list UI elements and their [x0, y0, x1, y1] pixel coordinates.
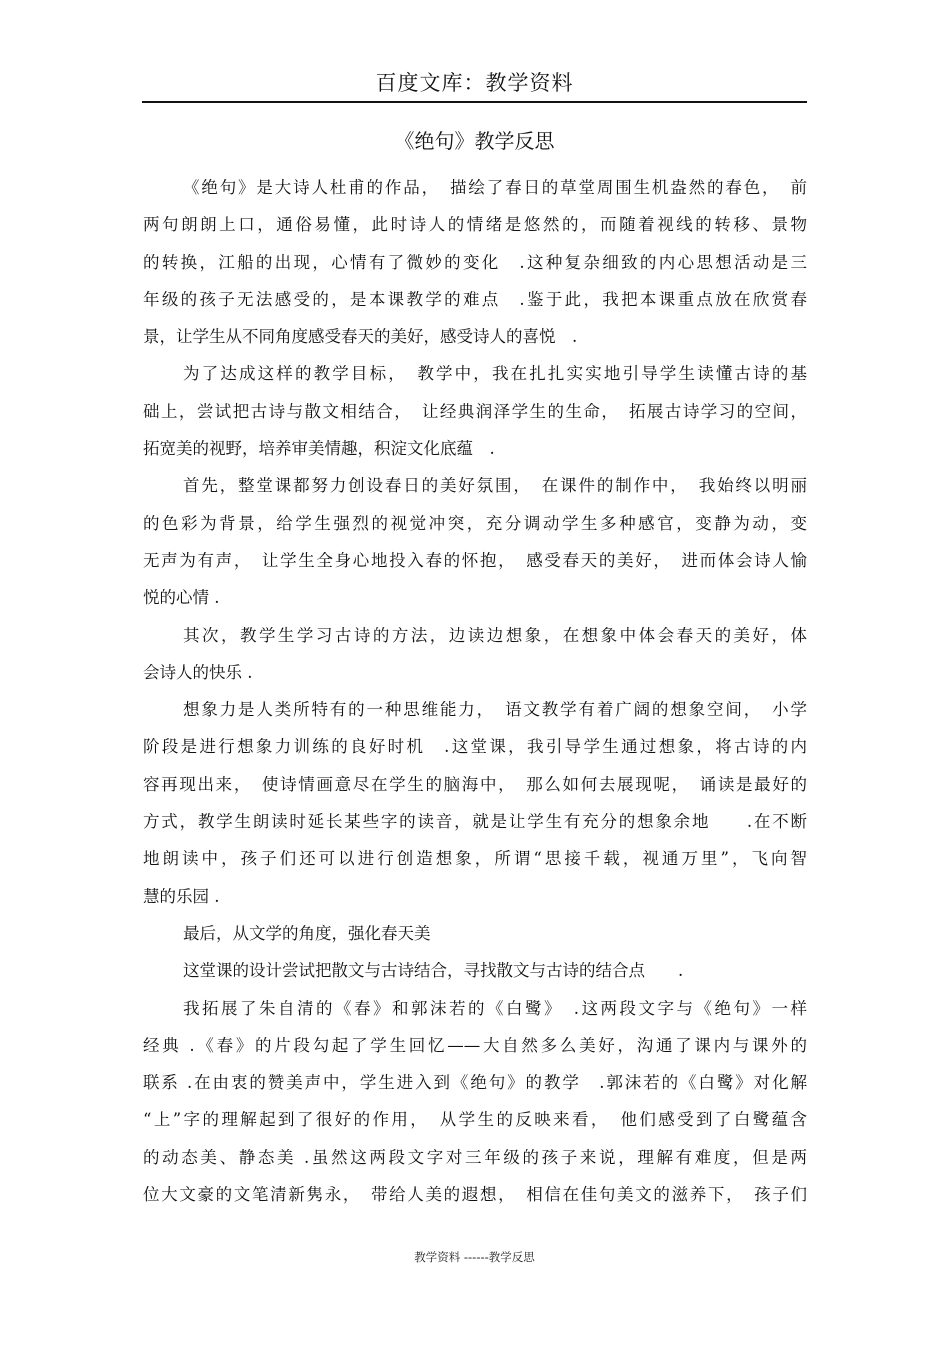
body-line: 础上，尝试把古诗与散文相结合， 让经典润泽学生的生命， 拓展古诗学习的空间， — [143, 401, 807, 421]
header-divider — [142, 101, 807, 103]
body-line: 我拓展了朱自清的《春》和郭沫若的《白鹭》 .这两段文字与《绝句》一样 — [183, 998, 807, 1018]
body-line: 经典 .《春》的片段勾起了学生回忆——大自然多么美好，沟通了课内与课外的 — [143, 1035, 807, 1055]
document-body — [143, 169, 807, 1213]
body-line: 慧的乐园 . — [143, 886, 220, 906]
body-line: 两句朗朗上口，通俗易懂，此时诗人的情绪是悠然的，而随着视线的转移、景物 — [143, 215, 807, 235]
body-line: 阶段是进行想象力训练的良好时机 .这堂课，我引导学生通过想象，将古诗的内 — [143, 737, 807, 757]
body-line: 的动态美、静态美 .虽然这两段文字对三年级的孩子来说，理解有难度，但是两 — [143, 1147, 807, 1167]
body-line: 这堂课的设计尝试把散文与古诗结合，寻找散文与古诗的结合点 . — [183, 961, 684, 981]
body-line: 悦的心情 . — [143, 588, 220, 608]
body-line: 其次，教学生学习古诗的方法，边读边想象，在想象中体会春天的美好，体 — [183, 625, 807, 645]
body-line: 容再现出来， 使诗情画意尽在学生的脑海中， 那么如何去展现呢， 诵读是最好的 — [143, 774, 807, 794]
body-line: 会诗人的快乐 . — [143, 662, 253, 682]
body-line: 年级的孩子无法感受的，是本课教学的难点 .鉴于此，我把本课重点放在欣赏春 — [143, 289, 807, 309]
page-header-title: 百度文库：教学资料 — [375, 71, 574, 95]
body-line: 最后，从文学的角度，强化春天美 — [183, 923, 431, 943]
body-line: 景，让学生从不同角度感受春天的美好，感受诗人的喜悦 . — [143, 327, 578, 347]
body-line: 地朗读中，孩子们还可以进行创造想象，所谓“思接千载，视通万里”，飞向智 — [143, 849, 807, 869]
body-line: “上”字的理解起到了很好的作用， 从学生的反映来看， 他们感受到了白鹭蕴含 — [143, 1110, 807, 1130]
document-title: 《绝句》教学反思 — [394, 129, 555, 153]
body-line: 无声为有声， 让学生全身心地投入春的怀抱， 感受春天的美好， 进而体会诗人愉 — [143, 550, 807, 570]
page-footer: 教学资料 ------教学反思 — [414, 1250, 535, 1264]
body-line: 为了达成这样的教学目标， 教学中，我在扎扎实实地引导学生读懂古诗的基 — [183, 364, 807, 384]
body-line: 首先，整堂课都努力创设春日的美好氛围， 在课件的制作中， 我始终以明丽 — [183, 476, 807, 496]
body-line: 方式，教学生朗读时延长某些字的读音，就是让学生有充分的想象余地 .在不断 — [143, 812, 807, 832]
body-line: 的转换，江船的出现，心情有了微妙的变化 .这种复杂细致的内心思想活动是三 — [143, 252, 807, 272]
body-line: 位大文豪的文笔清新隽永， 带给人美的遐想， 相信在佳句美文的滋养下， 孩子们 — [143, 1185, 807, 1205]
body-line: 拓宽美的视野，培养审美情趣，积淀文化底蕴 . — [143, 439, 495, 459]
body-line: 想象力是人类所特有的一种思维能力， 语文教学有着广阔的想象空间， 小学 — [183, 700, 807, 720]
body-line: 《绝句》是大诗人杜甫的作品， 描绘了春日的草堂周围生机盎然的春色， 前 — [183, 178, 807, 197]
body-line: 联系 .在由衷的赞美声中，学生进入到《绝句》的教学 .郭沫若的《白鹭》对化解 — [143, 1073, 807, 1093]
body-line: 的色彩为背景，给学生强烈的视觉冲突，充分调动学生多种感官，变静为动，变 — [143, 513, 807, 533]
